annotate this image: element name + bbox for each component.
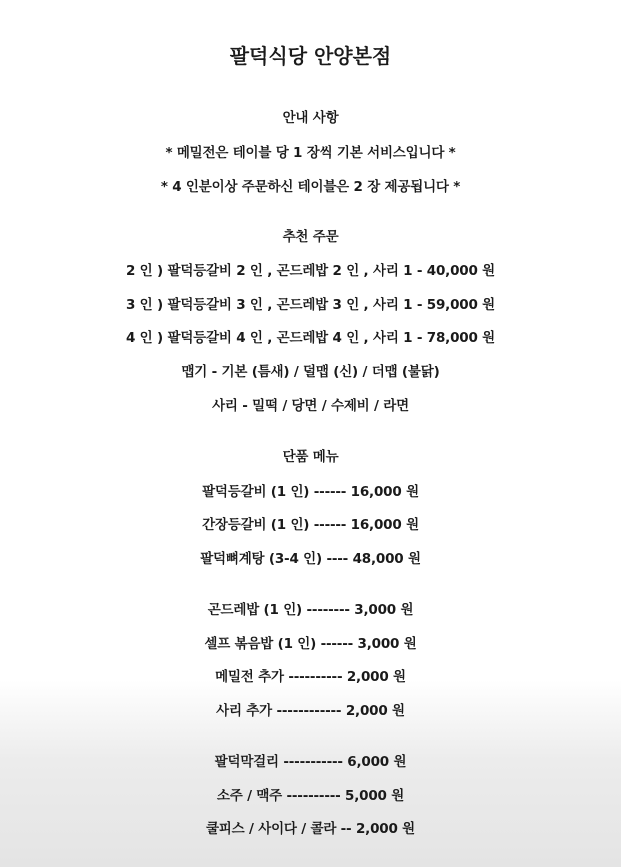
noodle-option-line: 사리 - 밀떡 / 당면 / 수제비 / 라면 [212, 398, 409, 414]
recommended-heading: 추천 주문 [282, 229, 339, 245]
menu-item: 사리 추가 ------------ 2,000 원 [216, 703, 405, 719]
menu-item: 간장등갈비 (1 인) ------ 16,000 원 [202, 517, 419, 533]
menu-heading: 단품 메뉴 [282, 449, 339, 465]
menu-item: 셀프 볶음밥 (1 인) ------ 3,000 원 [204, 636, 417, 652]
menu-item: 팔덕등갈비 (1 인) ------ 16,000 원 [202, 484, 419, 500]
recommended-line: 2 인 ) 팔덕등갈비 2 인 , 곤드레밥 2 인 , 사리 1 - 40,000 원 [125, 263, 495, 279]
notice-line: * 4 인분이상 주문하신 테이블은 2 장 제공됩니다 * [160, 179, 461, 195]
restaurant-title: 팔덕식당 안양본점 [229, 44, 392, 68]
notice-line: * 메밀전은 테이블 당 1 장씩 기본 서비스입니다 * [165, 145, 456, 161]
menu-item: 팔덕뼈계탕 (3-4 인) ---- 48,000 원 [200, 551, 421, 567]
menu-item: 쿨피스 / 사이다 / 콜라 -- 2,000 원 [205, 821, 416, 837]
recommended-line: 3 인 ) 팔덕등갈비 3 인 , 곤드레밥 3 인 , 사리 1 - 59,000 원 [125, 297, 495, 313]
recommended-line: 4 인 ) 팔덕등갈비 4 인 , 곤드레밥 4 인 , 사리 1 - 78,000 원 [125, 330, 495, 346]
notice-heading: 안내 사항 [282, 110, 339, 126]
menu-item: 메밀전 추가 ---------- 2,000 원 [215, 669, 406, 685]
menu-item: 팔덕막걸리 ----------- 6,000 원 [214, 754, 407, 770]
menu-item: 곤드레밥 (1 인) -------- 3,000 원 [207, 602, 414, 618]
spice-level-line: 맵기 - 기본 (틈새) / 덜맵 (신) / 더맵 (불닭) [181, 364, 440, 380]
menu-item: 소주 / 맥주 ---------- 5,000 원 [216, 788, 405, 804]
